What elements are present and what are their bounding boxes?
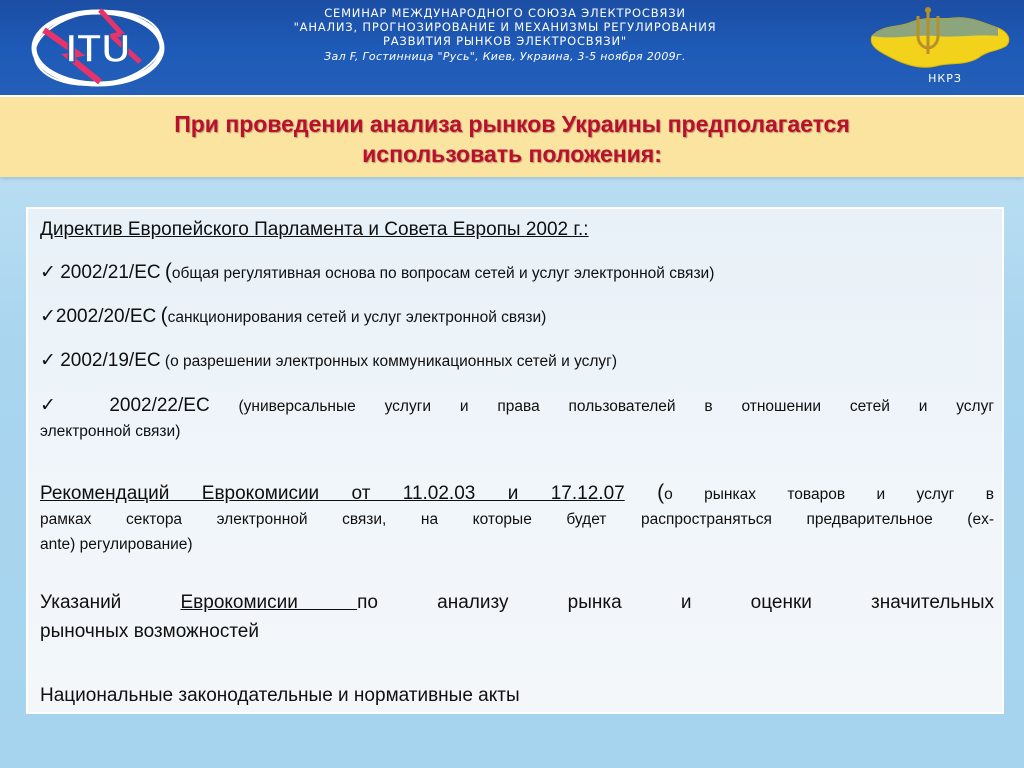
itu-logo-icon [18,4,178,92]
ukraine-map-trident-icon [866,6,1016,74]
directive-code: 2002/20/ЕС [55,306,157,327]
directive-code: 2002/19/ЕС [60,350,161,371]
slide-title-line-2: использовать положения: [362,141,662,167]
directive-text-continuation: электронной связи) [40,423,181,440]
check-icon: ✓ [40,395,81,416]
directive-text: (о разрешении электронных коммуникационных сетей и услуг) [164,353,618,370]
seminar-line-3: РАЗВИТИЯ РЫНКОВ ЭЛЕКТРОСВЯЗИ" [383,34,627,48]
directives-heading: Директив Европейского Парламента и Совета Европы 2002 г.: [40,219,589,240]
directive-item [40,395,994,418]
slide-title-line-1: При проведении анализа рынков Украины предполагается [174,111,850,137]
seminar-line-1: СЕМИНАР МЕЖДУНАРОДНОГО СОЮЗА ЭЛЕКТРОСВЯЗИ [324,6,686,20]
directive-text: общая регулятивная основа по вопросам сетей и услуг электронной связи) [171,265,715,282]
content-box [26,207,1004,714]
nkrz-label: НКРЗ [928,72,962,85]
recommendations-line-3: ante) регулирование) [40,536,193,553]
recommendations-heading: Рекомендаций Еврокомисии от 11.02.03 и 17.12.07 [40,483,625,504]
seminar-line-2: "АНАЛИЗ, ПРОГНОЗИРОВАНИЕ И МЕХАНИЗМЫ РЕГУЛИРОВАНИЯ [293,20,717,34]
instructions-line-1 [40,592,994,614]
directive-text: санкционирования сетей и услуг электронной связи) [167,309,547,326]
instructions-rest: по анализу рынка и оценки значительных [357,592,994,613]
slide-title [40,109,984,169]
seminar-info [180,6,830,64]
check-icon: ✓ [40,262,56,283]
header-banner [0,0,1024,95]
directive-item: ✓2002/20/ЕС (санкционирования сетей и услуг электронной связи) [40,304,547,327]
check-icon: ✓ [40,350,56,371]
national-acts: Национальные законодательные и нормативные акты [40,685,520,706]
directive-code: 2002/21/ЕС [60,262,161,283]
instructions-eurocommission: Еврокомисии [180,592,358,613]
directive-item [40,350,994,373]
recommendations-line-1: Рекомендаций Еврокомисии от 11.02.03 и 17.12.07 (о рынках товаров и услуг в [40,481,994,504]
directive-item: ✓ 2002/21/ЕС (общая регулятивная основа по вопросам сетей и услуг электронной связи) [40,260,715,283]
directive-text: (универсальные услуги и права пользователей в отношении сетей и услуг [238,398,994,415]
recommendations-text: о рынках товаров и услуг в [664,486,994,503]
itu-logo-text: ITU [65,27,131,71]
seminar-venue: Зал F, Гостинница "Русь", Киев, Украина, 3-5 ноября 2009г. [324,50,686,63]
recommendations-line-2: рамках сектора электронной связи, на которые будет распространяться предварительное (ex- [40,511,994,528]
instructions-word: Указаний [40,592,122,613]
check-icon: ✓ [40,306,56,327]
directive-code: 2002/22/ЕС [109,395,210,416]
title-band [0,95,1024,177]
instructions-line-2: рыночных возможностей [40,621,259,642]
